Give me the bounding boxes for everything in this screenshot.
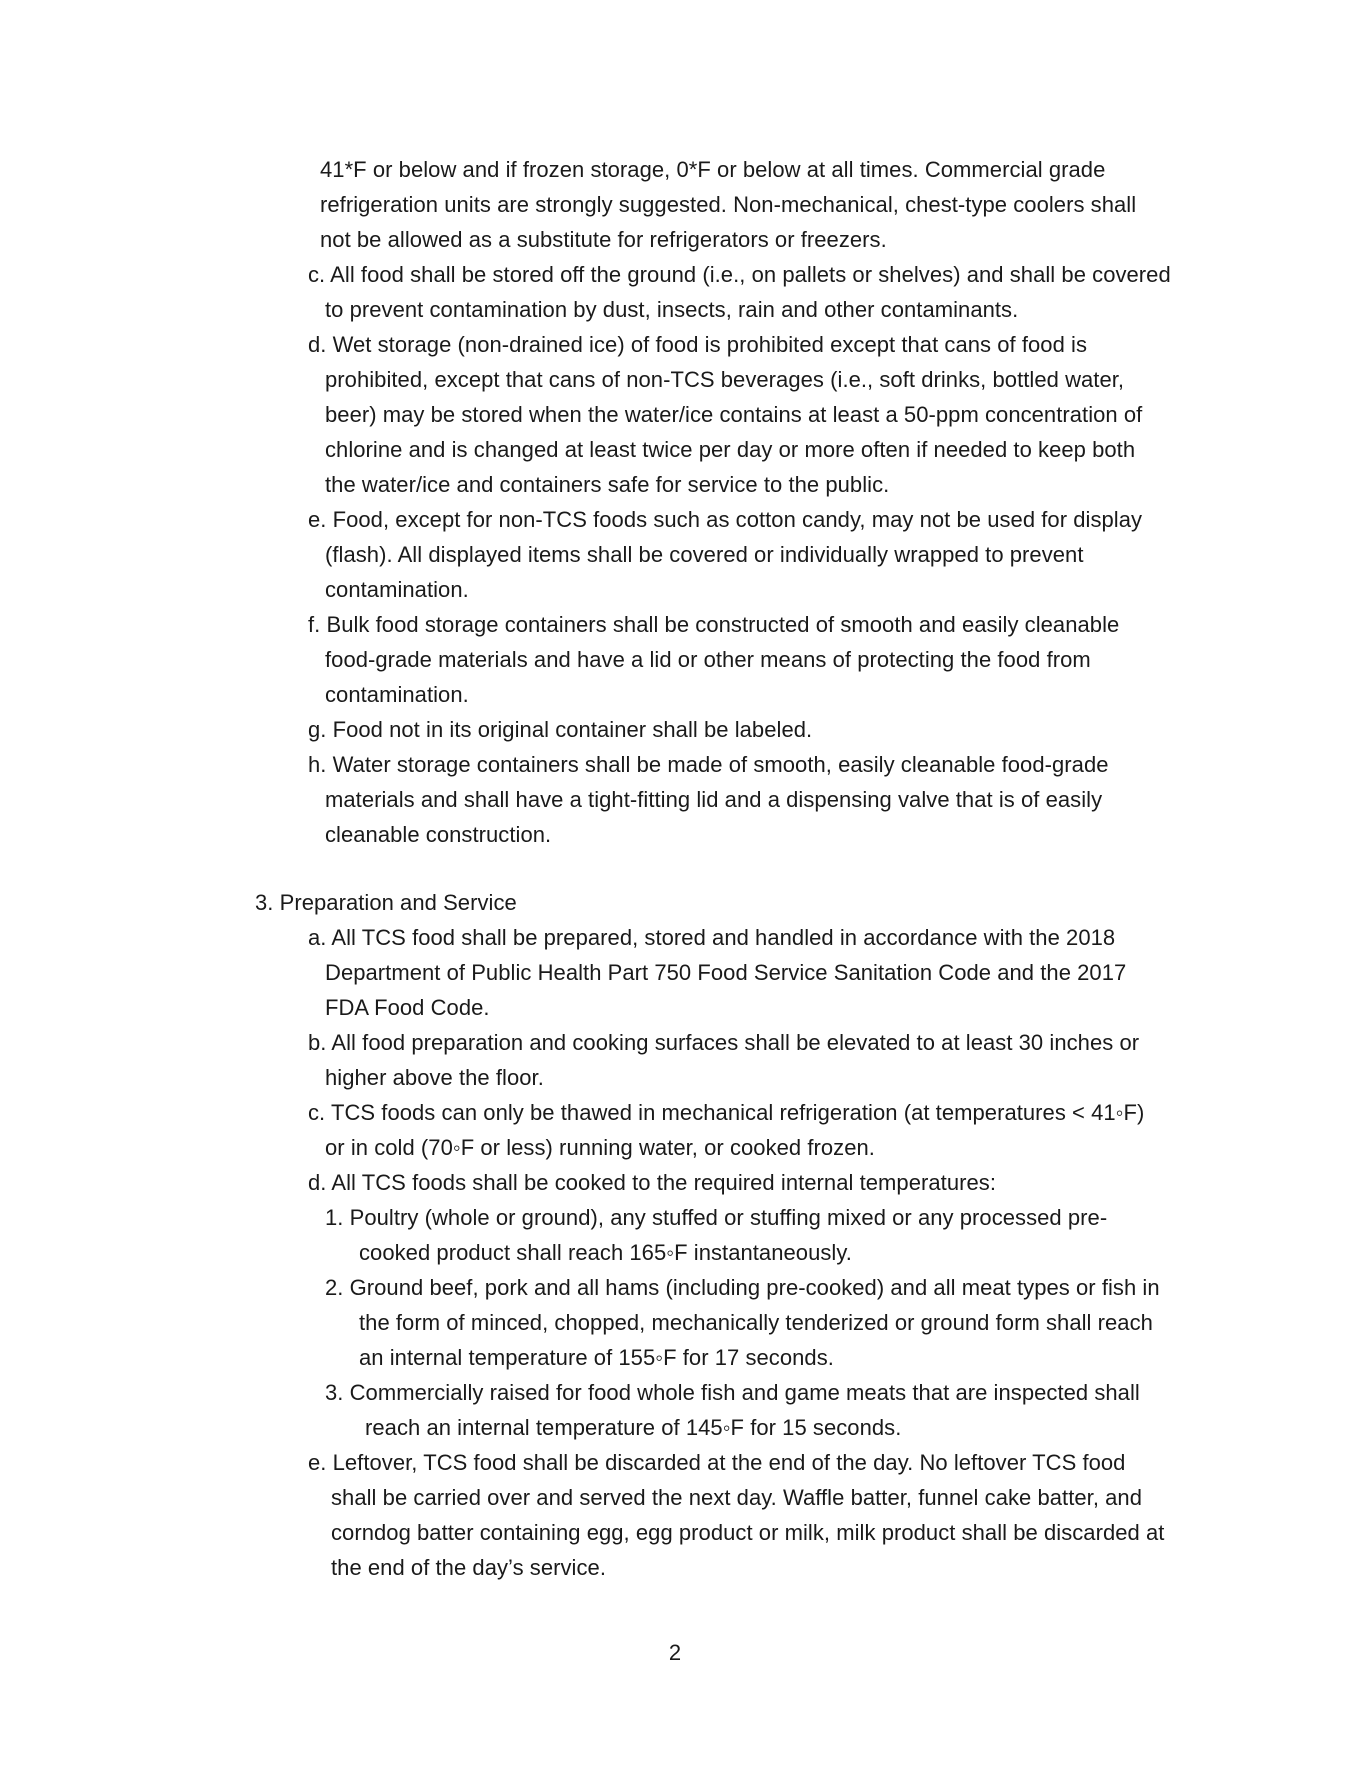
text-line: contamination.	[325, 577, 469, 602]
text-line: cleanable construction.	[325, 822, 552, 847]
sub-item-3: 3. Commercially raised for food whole fish and game meats that are inspected shall	[325, 1380, 1140, 1405]
list-item-c: c. TCS foods can only be thawed in mechanical refrigeration (at temperatures < 41◦F)	[308, 1100, 1145, 1125]
text-line: FDA Food Code.	[325, 995, 490, 1020]
text-line: shall be carried over and served the next day. Waffle batter, funnel cake batter, and	[331, 1485, 1142, 1510]
text-line: beer) may be stored when the water/ice contains at least a 50-ppm concentration of	[325, 402, 1143, 427]
text-line: food-grade materials and have a lid or other means of protecting the food from	[325, 647, 1091, 672]
list-item-d: d. Wet storage (non-drained ice) of food is prohibited except that cans of food is	[308, 332, 1088, 357]
text-line: the end of the day’s service.	[331, 1555, 606, 1580]
text-line: Department of Public Health Part 750 Food Service Sanitation Code and the 2017	[325, 960, 1127, 985]
text-line: higher above the floor.	[325, 1065, 544, 1090]
text-line: the water/ice and containers safe for service to the public.	[325, 472, 890, 497]
list-item-e: e. Food, except for non-TCS foods such as cotton candy, may not be used for display	[308, 507, 1143, 532]
list-item-a: a. All TCS food shall be prepared, stored and handled in accordance with the 2018	[308, 925, 1116, 950]
text-line: reach an internal temperature of 145◦F for 15 seconds.	[365, 1415, 902, 1440]
text-line: prohibited, except that cans of non-TCS beverages (i.e., soft drinks, bottled water,	[325, 367, 1125, 392]
sub-item-1: 1. Poultry (whole or ground), any stuffed or stuffing mixed or any processed pre-	[325, 1205, 1108, 1230]
text-line: the form of minced, chopped, mechanically tenderized or ground form shall reach	[359, 1310, 1153, 1335]
text-line: 41*F or below and if frozen storage, 0*F or below at all times. Commercial grade	[320, 157, 1106, 182]
text-line: an internal temperature of 155◦F for 17 seconds.	[359, 1345, 834, 1370]
text-line: or in cold (70◦F or less) running water, or cooked frozen.	[325, 1135, 875, 1160]
text-line: corndog batter containing egg, egg product or milk, milk product shall be discarded at	[331, 1520, 1165, 1545]
list-item-c: c. All food shall be stored off the ground (i.e., on pallets or shelves) and shall be covered	[308, 262, 1171, 287]
list-item-d: d. All TCS foods shall be cooked to the required internal temperatures:	[308, 1170, 996, 1195]
text-line: cooked product shall reach 165◦F instantaneously.	[359, 1240, 852, 1265]
text-line: not be allowed as a substitute for refrigerators or freezers.	[320, 227, 887, 252]
section-heading: 3. Preparation and Service	[255, 890, 517, 915]
text-line: materials and shall have a tight-fitting lid and a dispensing valve that is of easily	[325, 787, 1103, 812]
sub-item-2: 2. Ground beef, pork and all hams (including pre-cooked) and all meat types or fish in	[325, 1275, 1160, 1300]
list-item-b: b. All food preparation and cooking surfaces shall be elevated to at least 30 inches or	[308, 1030, 1140, 1055]
list-item-f: f. Bulk food storage containers shall be constructed of smooth and easily cleanable	[308, 612, 1120, 637]
text-line: chlorine and is changed at least twice per day or more often if needed to keep both	[325, 437, 1136, 462]
page-number: 2	[668, 1640, 682, 1665]
text-line: to prevent contamination by dust, insects, rain and other contaminants.	[325, 297, 1019, 322]
text-line: contamination.	[325, 682, 469, 707]
text-line: refrigeration units are strongly suggested. Non-mechanical, chest-type coolers shall	[320, 192, 1137, 217]
list-item-e: e. Leftover, TCS food shall be discarded at the end of the day. No leftover TCS food	[308, 1450, 1126, 1475]
list-item-g: g. Food not in its original container shall be labeled.	[308, 717, 813, 742]
list-item-h: h. Water storage containers shall be made of smooth, easily cleanable food-grade	[308, 752, 1109, 777]
text-line: (flash). All displayed items shall be covered or individually wrapped to prevent	[325, 542, 1084, 567]
